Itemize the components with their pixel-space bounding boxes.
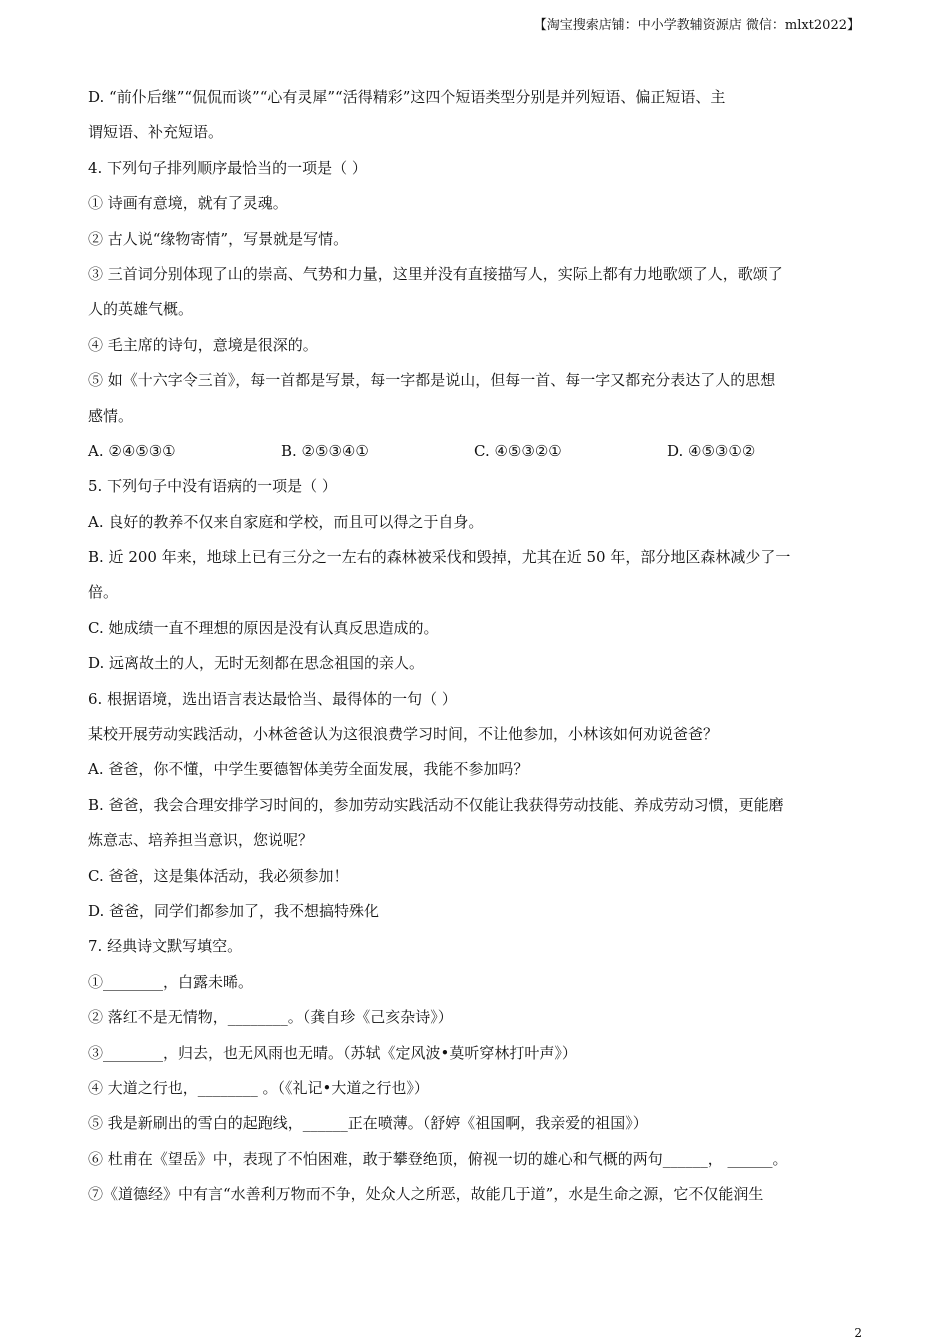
page-header: 【淘宝搜索店铺：中小学教辅资源店 微信：mlxt2022】	[533, 18, 860, 33]
text-line: A. 良好的教养不仅来自家庭和学校，而且可以得之于自身。	[88, 512, 484, 531]
text-line: B. 爸爸，我会合理安排学习时间的，参加劳动实践活动不仅能让我获得劳动技能、养成劳动习惯，更能磨	[88, 795, 784, 814]
text-line: ⑦《道德经》中有言“水善利万物而不争，处众人之所恶，故能几于道”，水是生命之源，它不仅能润生	[88, 1185, 764, 1204]
question-4-stem: 4. 下列句子排列顺序最恰当的一项是（ ）	[88, 158, 367, 177]
option-d: D. ④⑤③①②	[667, 441, 756, 460]
text-line: D. 远离故土的人，无时无刻都在思念祖国的亲人。	[88, 654, 425, 673]
text-line: ④ 大道之行也，________ 。（《礼记•大道之行也》）	[88, 1078, 429, 1097]
text-line: A. 爸爸，你不懂，中学生要德智体美劳全面发展，我能不参加吗？	[88, 760, 529, 779]
text-line: 某校开展劳动实践活动，小林爸爸认为这很浪费学习时间，不让他参加，小林该如何劝说爸爸？	[88, 725, 719, 744]
text-line: ③ 三首词分别体现了山的崇高、气势和力量，这里并没有直接描写人，实际上都有力地歌颂了人，歌颂了	[88, 264, 783, 283]
text-line: C. 她成绩一直不理想的原因是没有认真反思造成的。	[88, 618, 439, 637]
text-line: ③________，归去，也无风雨也无晴。（苏轼《定风波•莫听穿林打叶声》）	[88, 1043, 577, 1062]
text-line: 炼意志、培养担当意识，您说呢？	[88, 831, 314, 850]
text-line: ② 古人说“缘物寄情”，写景就是写情。	[88, 229, 349, 248]
text-line: ② 落红不是无情物，________。（龚自珍《己亥杂诗》）	[88, 1008, 453, 1027]
question-7-stem: 7. 经典诗文默写填空。	[88, 937, 243, 956]
text-line: 谓短语、补充短语。	[88, 123, 224, 142]
option-c: C. ④⑤③②①	[474, 441, 562, 460]
option-a: A. ②④⑤③①	[88, 441, 176, 460]
document-body	[88, 80, 863, 1213]
text-line: ①________，白露未晞。	[88, 972, 254, 991]
text-line: 倍。	[88, 583, 119, 602]
text-line: ⑤ 如《十六字令三首》，每一首都是写景，每一字都是说山，但每一首、每一字又都充分表达了人的思想	[88, 371, 776, 390]
text-line: D. “前仆后继”“侃侃而谈”“心有灵犀”“活得精彩”这四个短语类型分别是并列短语、偏正短语、主	[88, 88, 726, 106]
text-line: C. 爸爸，这是集体活动，我必须参加！	[88, 866, 349, 885]
question-4-options	[88, 434, 863, 469]
text-line: ⑤ 我是新刷出的雪白的起跑线，______正在喷薄。（舒婷《祖国啊，我亲爱的祖国》）	[88, 1114, 648, 1133]
text-line: 人的英雄气概。	[88, 300, 194, 319]
question-6-stem: 6. 根据语境，选出语言表达最恰当、最得体的一句（ ）	[88, 689, 457, 708]
text-line: B. 近 200 年来，地球上已有三分之一左右的森林被采伐和毁掉，尤其在近 50 年，部分地区森林减少了一	[88, 548, 791, 567]
text-line: D. 爸爸，同学们都参加了，我不想搞特殊化	[88, 901, 380, 920]
text-line: 感情。	[88, 406, 134, 425]
text-line: ⑥ 杜甫在《望岳》中，表现了不怕困难，敢于攀登绝顶，俯视一切的雄心和气概的两句______， ______。	[88, 1149, 788, 1168]
question-5-stem: 5. 下列句子中没有语病的一项是（ ）	[88, 477, 337, 496]
text-line: ④ 毛主席的诗句，意境是很深的。	[88, 335, 318, 354]
text-line: ① 诗画有意境，就有了灵魂。	[88, 194, 288, 213]
option-b: B. ②⑤③④①	[281, 441, 369, 460]
page-number: 2	[854, 1326, 862, 1340]
